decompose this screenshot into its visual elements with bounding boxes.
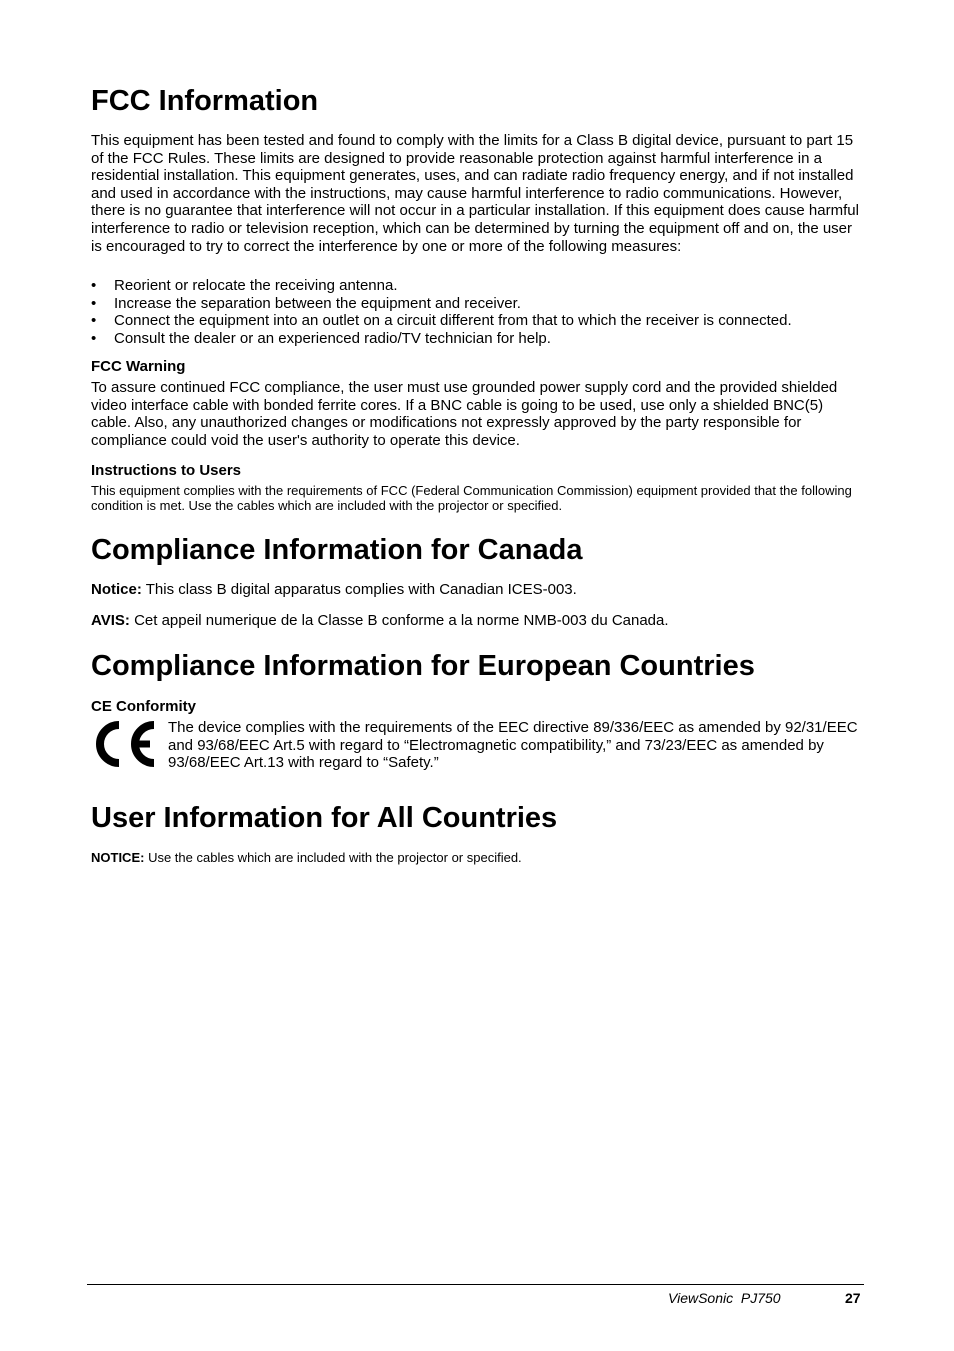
all-countries-notice	[91, 850, 863, 865]
list-item: • Increase the separation between the equipment and receiver.	[91, 294, 521, 312]
instructions-text: This equipment complies with the requirements of FCC (Federal Communication Commission) equipment provided that the following condition is met. Use the cables which are included with the projector or specified.	[91, 483, 852, 514]
footer-brand: ViewSonic PJ750	[668, 1290, 781, 1306]
bullet: •	[91, 329, 97, 347]
avis-label: AVIS:	[91, 612, 130, 629]
fcc-intro: This equipment has been tested and found to comply with the limits for a Class B digital device, pursuant to part 15 of the FCC Rules. These limits are designed to provide reasonable protection against harmful interference in a residential installation. This equipment generates, uses, and can radiate radio frequency energy, and if not installed and used in accordance with the instructions, may cause harmful interference to radio communications. However, there is no guarantee that interference will not occur in a particular installation. If this equipment does cause harmful interference to radio or television reception, which can be determined by turning the equipment off and on, the user is encouraged to try to correct the interference by one or more of the following measures:	[91, 132, 859, 255]
avis-text: Cet appeil numerique de la Classe B conforme a la norme NMB-003 du Canada.	[134, 612, 669, 629]
bullet: •	[91, 294, 97, 312]
page-number: 27	[845, 1290, 861, 1306]
ce-heading: CE Conformity	[91, 698, 196, 715]
ce-mark-icon	[91, 720, 157, 768]
fcc-warning-text: To assure continued FCC compliance, the user must use grounded power supply cord and the provided shielded video interface cable with bonded ferrite cores. If a BNC cable is going to be used, use only a shielded BNC(5) cable. Also, any unauthorized changes or modifications not expressly approved by the party responsible for compliance could void the user's authority to operate this device.	[91, 379, 838, 449]
instructions-heading: Instructions to Users	[91, 462, 242, 479]
europe-title: Compliance Information for European Countries	[91, 650, 755, 682]
list-item: • Reorient or relocate the receiving antenna.	[91, 277, 398, 294]
ce-text: The device complies with the requirements of the EEC directive 89/336/EEC as amended by 92/31/EEC and 93/68/EEC Art.5 with regard to “Electromagnetic compatibility,” and 73/23/EEC as amended by 93/68/EEC Art.13 with regard to “Safety.”	[168, 719, 858, 772]
list-item: • Connect the equipment into an outlet on a circuit different from that to which the receiver is connected.	[91, 312, 792, 330]
canada-notice	[91, 581, 863, 599]
list-item: • Consult the dealer or an experienced radio/TV technician for help.	[91, 329, 551, 347]
all-countries-title: User Information for All Countries	[91, 802, 558, 834]
footer-divider	[87, 1284, 864, 1285]
fcc-warning-heading: FCC Warning	[91, 358, 186, 375]
bullet: •	[91, 312, 97, 330]
bullet: •	[91, 277, 97, 294]
notice-text: This class B digital apparatus complies with Canadian ICES-003.	[145, 581, 577, 598]
canada-title: Compliance Information for Canada	[91, 534, 583, 566]
canada-avis	[91, 612, 863, 630]
notice-label: Notice:	[91, 581, 142, 598]
fcc-title: FCC Information	[91, 85, 319, 117]
notice-label: NOTICE:	[91, 850, 145, 865]
notice-text: Use the cables which are included with the projector or specified.	[148, 850, 522, 865]
fcc-measures-list	[91, 277, 863, 347]
